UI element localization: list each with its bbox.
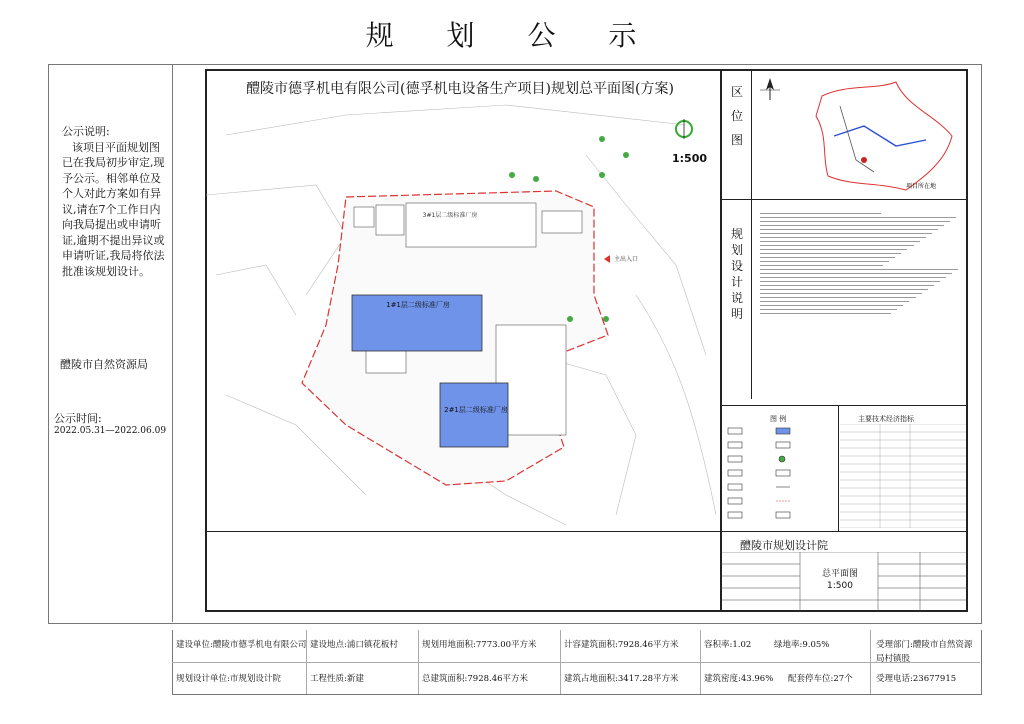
building-1-label: 1#1层二级标准厂房 [386, 301, 450, 309]
publicity-time-value: 2022.05.31—2022.06.09 [54, 426, 167, 436]
info-cell [176, 672, 281, 684]
info-cell [704, 672, 773, 684]
tech-indicator-title: 主要技术经济指标 [858, 415, 914, 423]
notes-line [760, 309, 897, 310]
notice-heading: 公示说明: [62, 125, 110, 138]
notes-line [760, 253, 901, 254]
info-value: 9.05% [802, 640, 830, 650]
building-2 [440, 383, 508, 447]
entrance-label: 主出入口 [614, 256, 639, 263]
notes-line [760, 265, 883, 266]
tech-indicator-table [840, 424, 966, 528]
notes-line [760, 313, 891, 314]
info-label: 受理电话: [876, 674, 913, 684]
notes-line [760, 245, 914, 246]
info-label: 规划用地面积: [422, 640, 476, 650]
notes-line [760, 273, 952, 274]
table-col-divider [560, 630, 561, 694]
info-cell [774, 638, 829, 650]
info-cell [876, 672, 976, 686]
info-cell [422, 672, 528, 684]
notes-line [760, 269, 958, 270]
info-label: 配套停车位: [788, 674, 834, 684]
info-cell [176, 638, 306, 650]
notes-line [760, 305, 903, 306]
notes-line [760, 293, 922, 294]
legend-symbols [724, 424, 836, 528]
building-2-label: 2#1层二级标准厂房 [444, 406, 508, 414]
design-institute-name: 醴陵市规划设计院 [740, 539, 828, 552]
info-value: 27个 [833, 674, 853, 684]
info-value: 43.96% [740, 674, 774, 684]
info-cell [876, 638, 976, 666]
table-col-divider [700, 630, 701, 694]
info-label: 受理部门: [876, 640, 913, 650]
info-label: 规划设计单位: [176, 674, 230, 684]
notes-line [760, 233, 932, 234]
info-label: 建设单位: [176, 640, 213, 650]
info-value: 新建 [346, 674, 364, 684]
info-value: 3417.28平方米 [617, 674, 679, 684]
info-label: 总建筑面积: [422, 674, 468, 684]
info-label: 建设地点: [310, 640, 347, 650]
north-arrow-icon [760, 78, 780, 100]
notes-line [760, 289, 928, 290]
building-3-label: 3#1层二级标准厂房 [422, 212, 478, 219]
notes-line [760, 301, 909, 302]
notes-line [760, 281, 940, 282]
notice-text [62, 124, 166, 279]
notes-line [760, 217, 956, 218]
info-value: 7773.00平方米 [475, 640, 537, 650]
info-value: 浦口镇花板村 [346, 640, 398, 650]
notes-line [760, 261, 889, 262]
table-row-divider [172, 662, 980, 663]
info-value: 醴陵市自然资源局村镇股 [876, 640, 973, 664]
info-value: 市规划设计院 [229, 674, 281, 684]
drawing-scale: 1:500 [827, 581, 853, 591]
location-map [756, 76, 960, 196]
notes-line [760, 297, 916, 298]
info-value: 7928.46平方米 [467, 674, 529, 684]
info-label: 绿地率: [774, 640, 803, 650]
svg-text:项目所在地: 项目所在地 [906, 183, 937, 190]
panel-divider [720, 199, 968, 200]
table-col-divider [418, 630, 419, 694]
notes-line [760, 249, 907, 250]
info-cell [564, 672, 679, 684]
notes-line [760, 225, 944, 226]
sheet-bottom-rule [205, 531, 720, 532]
plan-scale: 1:500 [672, 152, 708, 165]
north-arrow-icon [676, 119, 692, 139]
info-cell [422, 638, 537, 650]
notes-line [760, 213, 881, 214]
drawing-name: 总平面图 [821, 569, 858, 579]
notes-line [760, 241, 920, 242]
info-label: 建筑占地面积: [564, 674, 618, 684]
design-notes-label: 规划设计说明 [730, 227, 743, 321]
info-cell [310, 638, 398, 650]
drawing-title: 醴陵市德孚机电有限公司(德孚机电设备生产项目)规划总平面图(方案) [246, 81, 674, 97]
page-title: 规 划 公 示 [365, 19, 659, 52]
notes-line [760, 277, 946, 278]
notice-authority: 醴陵市自然资源局 [60, 358, 148, 371]
notice-body: 该项目平面规划图已在我局初步审定,现予公示。相邻单位及个人对此方案如有异议,请在7个工作日内向我局提出或申请听证,逾期不提出异议或申请听证,我局将依法批准该规划设计。 [62, 140, 165, 278]
info-cell [564, 638, 679, 650]
info-value: 1.02 [732, 640, 752, 650]
panel-divider [720, 531, 968, 532]
info-cell [310, 672, 364, 684]
notes-line [760, 221, 950, 222]
notes-line [760, 229, 938, 230]
label-column-rule [751, 69, 752, 399]
notes-line [760, 257, 895, 258]
info-value: 23677915 [912, 674, 957, 684]
publicity-time-label: 公示时间: [54, 412, 102, 425]
entrance-icon [604, 255, 610, 263]
legend-rule [838, 405, 839, 531]
info-value: 7928.46平方米 [617, 640, 679, 650]
notes-line [760, 237, 926, 238]
info-cell [704, 638, 751, 650]
info-label: 工程性质: [310, 674, 347, 684]
drawing-name-block [800, 568, 880, 592]
table-col-divider [870, 630, 871, 694]
info-label: 计容建筑面积: [564, 640, 618, 650]
info-cell [788, 672, 853, 684]
notes-line [760, 285, 934, 286]
legend-title: 图 例 [770, 415, 787, 423]
location-map-label: 区位图 [730, 85, 743, 147]
panel-divider [720, 405, 968, 406]
site-plan-map [206, 95, 719, 531]
info-label: 建筑密度: [704, 674, 741, 684]
info-value: 醴陵市德孚机电有限公司 [212, 640, 307, 650]
info-label: 容积率: [704, 640, 733, 650]
design-notes-body [760, 210, 962, 317]
